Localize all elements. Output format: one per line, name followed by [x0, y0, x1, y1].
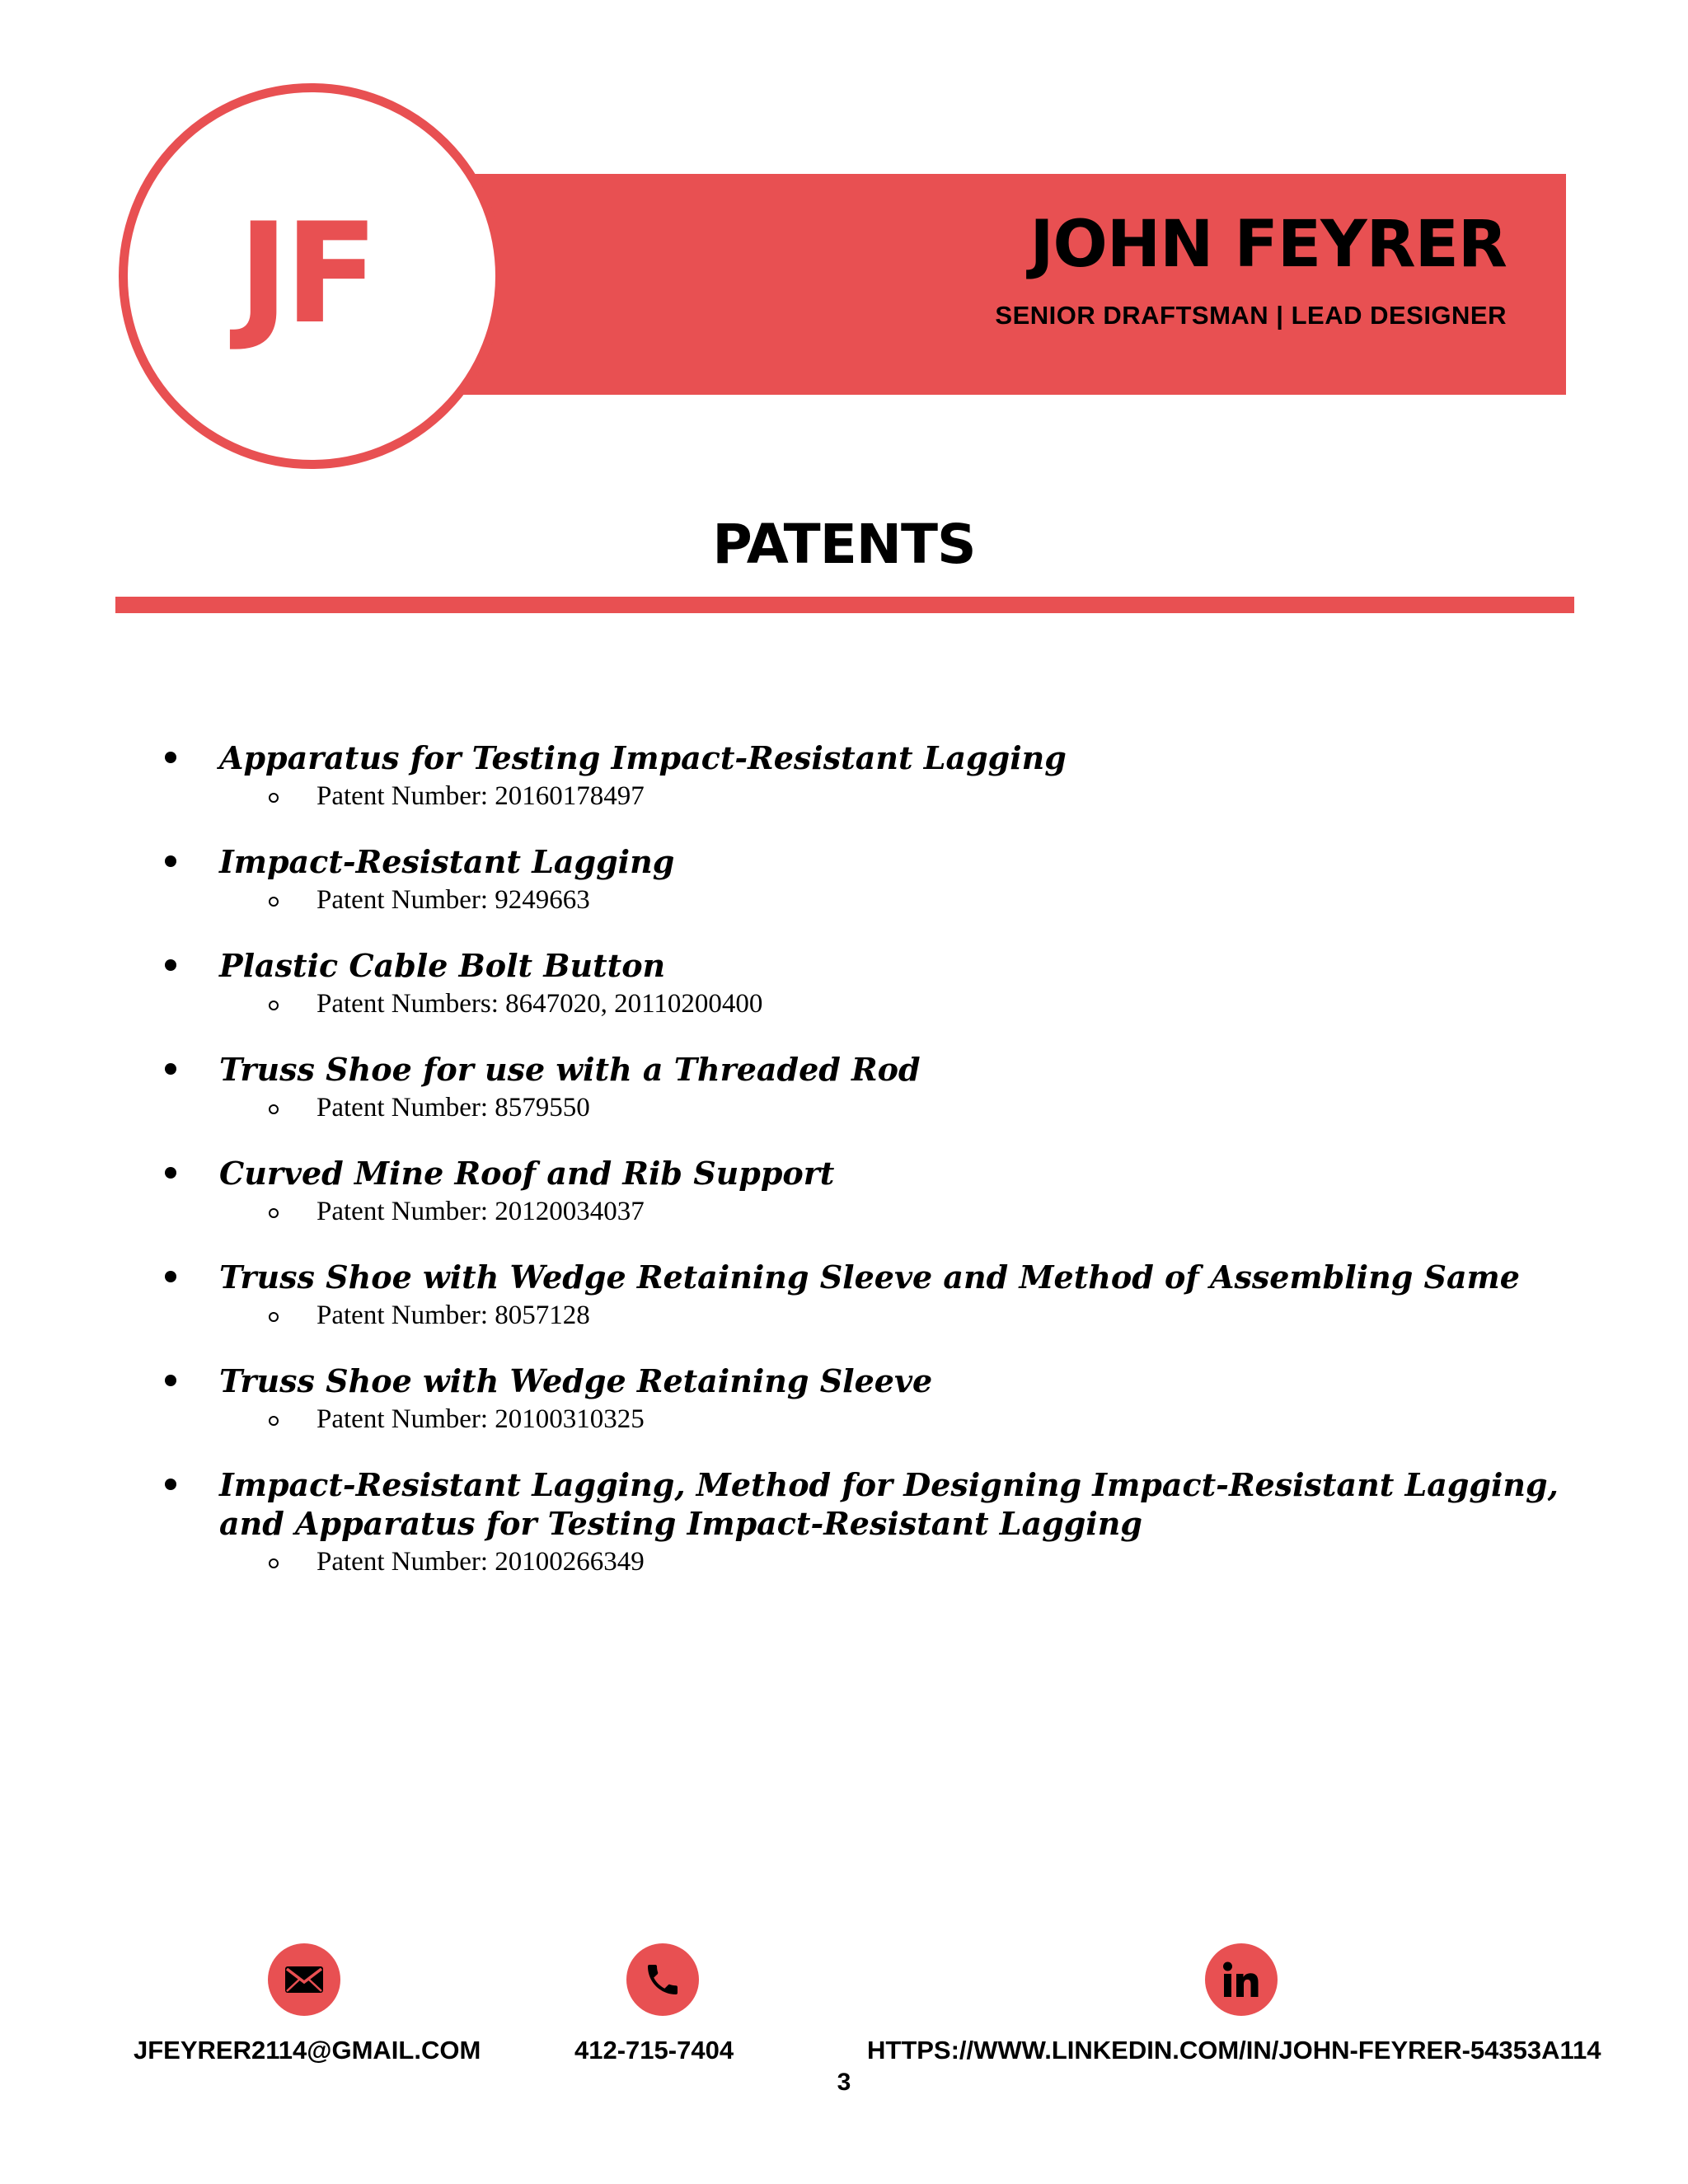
bullet-icon — [165, 1063, 176, 1075]
patent-number: Patent Number: 8579550 — [316, 1093, 590, 1122]
patent-number: Patent Number: 8057128 — [316, 1301, 590, 1330]
patent-list — [165, 738, 1582, 1608]
patent-title: Truss Shoe with Wedge Retaining Sleeve and Method of Assembling Same — [219, 1258, 1520, 1296]
patent-title: Impact-Resistant Lagging — [219, 843, 675, 880]
person-name: JOHN FEYRER — [1029, 208, 1507, 282]
section-divider — [115, 597, 1574, 613]
patent-number-row — [269, 1544, 1582, 1579]
patent-number: Patent Number: 20120034037 — [316, 1197, 645, 1226]
monogram-circle — [119, 83, 504, 469]
patent-number: Patent Number: 20160178497 — [316, 781, 645, 811]
bullet-icon — [165, 1271, 176, 1282]
patent-number: Patent Number: 20100266349 — [316, 1547, 645, 1577]
patent-item — [165, 1154, 1582, 1229]
sub-bullet-icon — [269, 1416, 279, 1426]
patent-item — [165, 1465, 1582, 1579]
envelope-icon[interactable] — [268, 1943, 340, 2016]
page-number: 3 — [837, 2069, 851, 2096]
patent-number-row — [269, 1298, 1582, 1333]
sub-bullet-icon — [269, 1208, 279, 1218]
sub-bullet-icon — [269, 1001, 279, 1010]
patent-title: Apparatus for Testing Impact-Resistant Lagging — [219, 739, 1067, 776]
bullet-icon — [165, 855, 176, 867]
phone-number[interactable]: 412-715-7404 — [574, 2036, 734, 2064]
patent-item — [165, 1050, 1582, 1125]
bullet-icon — [165, 752, 176, 763]
patent-number-row — [269, 779, 1582, 813]
job-title: SENIOR DRAFTSMAN | LEAD DESIGNER — [995, 301, 1507, 330]
patent-number: Patent Numbers: 8647020, 20110200400 — [316, 989, 763, 1019]
patent-title: Curved Mine Roof and Rib Support — [219, 1155, 835, 1192]
patent-number: Patent Number: 20100310325 — [316, 1404, 645, 1434]
section-title: PATENTS — [712, 513, 976, 576]
patent-item — [165, 1258, 1582, 1333]
patent-number-row — [269, 987, 1582, 1021]
email-link[interactable]: JFEYRER2114@GMAIL.COM — [134, 2036, 481, 2064]
patent-title: Impact-Resistant Lagging, Method for Designing Impact-Resistant Lagging, and Apparatus for Testing Impact-Resistant Lagging — [219, 1466, 1559, 1542]
sub-bullet-icon — [269, 1104, 279, 1114]
sub-bullet-icon — [269, 897, 279, 907]
patent-item — [165, 1361, 1582, 1436]
sub-bullet-icon — [269, 793, 279, 803]
linkedin-icon[interactable] — [1205, 1943, 1278, 2016]
sub-bullet-icon — [269, 1312, 279, 1322]
patent-number-row — [269, 1402, 1582, 1436]
phone-icon[interactable] — [626, 1943, 699, 2016]
monogram-initials: JF — [237, 193, 374, 354]
bullet-icon — [165, 1479, 176, 1490]
patent-title: Truss Shoe for use with a Threaded Rod — [219, 1051, 921, 1088]
patent-number-row — [269, 1090, 1582, 1125]
patent-item — [165, 842, 1582, 917]
patent-item — [165, 946, 1582, 1021]
patent-title: Truss Shoe with Wedge Retaining Sleeve — [219, 1362, 933, 1399]
patent-number-row — [269, 1194, 1582, 1229]
sub-bullet-icon — [269, 1558, 279, 1568]
bullet-icon — [165, 1167, 176, 1179]
linkedin-url[interactable]: HTTPS://WWW.LINKEDIN.COM/IN/JOHN-FEYRER-54353A114 — [867, 2036, 1601, 2064]
bullet-icon — [165, 1375, 176, 1386]
bullet-icon — [165, 959, 176, 971]
patent-number: Patent Number: 9249663 — [316, 885, 590, 915]
patent-item — [165, 738, 1582, 813]
patent-number-row — [269, 883, 1582, 917]
patent-title: Plastic Cable Bolt Button — [219, 947, 666, 984]
